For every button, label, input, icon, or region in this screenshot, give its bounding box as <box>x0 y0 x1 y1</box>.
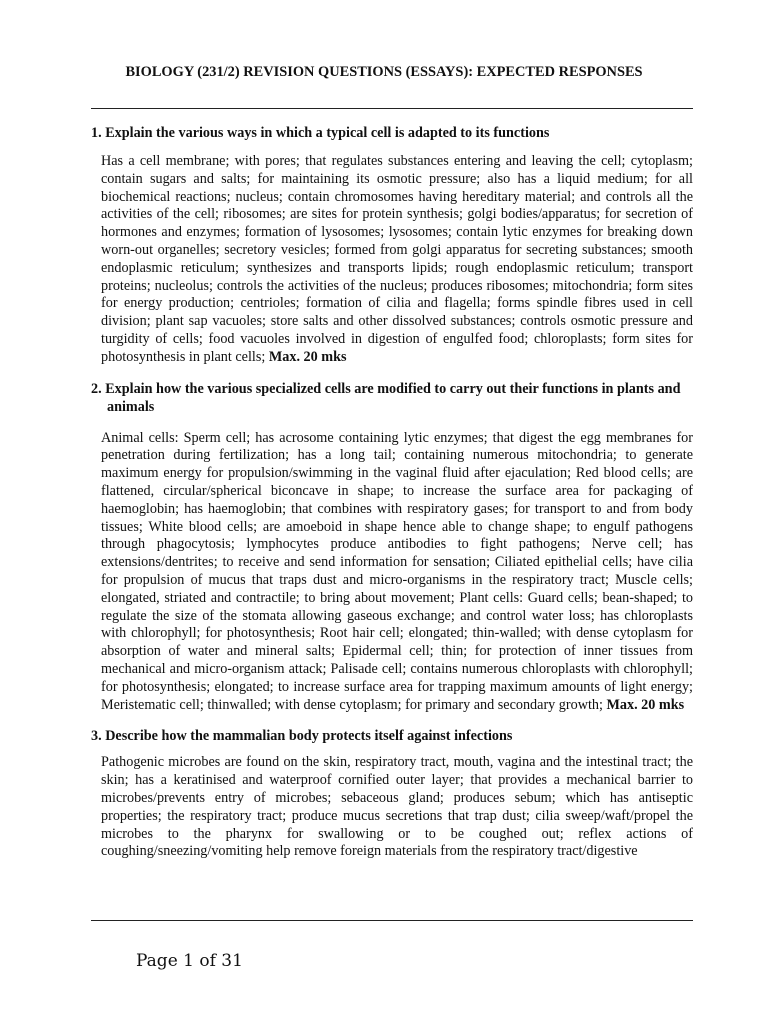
marks-label: Max. 20 mks <box>268 348 347 365</box>
answer-paragraph <box>101 430 693 715</box>
question-heading: 3. Describe how the mammalian body protects itself against infections <box>91 728 513 745</box>
answer-text: Animal cells: Sperm cell; has acrosome containing lytic enzymes; that digest the egg membranes for penetration during fertilization; has a long tail; containing numerous mitochondria; to generate maximum energy for propulsion/swimming in the vaginal fluid after ejaculation; Red blood cells; are flattened, circular/spherical biconcave in shape; to increase the surface area for packaging of haemoglobin; has haemoglobin; that combines with respiratory gases; for transport to and from body tissues; White blood cells; are amoeboid in shape hence able to change shape; to engulf pathogens through phagocytosis; lymphocytes produce antibodies to fight pathogens; Nerve cell; has extensions/dentrites; to receive and send information for sensation; Ciliated epithelial cells; have cilia for propulsion of mucus that traps dust and micro-organisms in the respiratory tract; Muscle cells; elongated, striated and contractile; to bring about movement; Plant cells: Guard cells; bean-shaped; to regulate the size of the stomata allowing gaseous exchange; and control water loss; has chloroplasts with chlorophyll; for photosynthesis; Root hair cell; elongated; thin-walled; with dense cytoplasm for absorption of water and mineral salts; Epidermal cell; thin; for protection of inner tissues from mechanical and micro-organism attack; Palisade cell; contains numerous chloroplasts with chlorophyll; for photosynthesis; elongated; to increase surface area for trapping maximum amounts of light energy; Meristematic cell; thinwalled; with dense cytoplasm; for primary and secondary growth; <box>101 429 693 713</box>
question-heading: 1. Explain the various ways in which a typical cell is adapted to its functions <box>91 125 550 141</box>
question-section-1 <box>91 124 693 367</box>
answer-text: Pathogenic microbes are found on the skin, respiratory tract, mouth, vagina and the intestinal tract; the skin; has a keratinised and waterproof cornified outer layer; that provides a mechanical barrier to microbes/prevents entry of microbes; sebaceous gland; produces sebum; which has antiseptic properties; the respiratory tract; produce mucus secretions that trap dust; cilia sweep/waft/propel the microbes to the pharynx for swallowing or to be coughed out; reflex actions of coughing/sneezing/vomiting help remove foreign materials from the respiratory tract/digestive <box>101 754 693 860</box>
document-title: BIOLOGY (231/2) REVISION QUESTIONS (ESSAYS): EXPECTED RESPONSES <box>125 64 643 80</box>
answer-paragraph <box>101 153 693 367</box>
answer-paragraph <box>101 754 693 861</box>
marks-label: Max. 20 mks <box>606 696 685 713</box>
question-heading: 2. Explain how the various specialized cells are modified to carry out their functions in plants and animals <box>91 380 681 415</box>
page-number: Page 1 of 31 <box>136 951 243 971</box>
document-body <box>91 124 693 918</box>
question-section-2 <box>91 380 693 715</box>
question-section-3 <box>91 727 693 861</box>
header-rule <box>91 108 693 109</box>
footer-rule <box>91 920 693 921</box>
answer-text: Has a cell membrane; with pores; that regulates substances entering and leaving the cell; cytoplasm; contain sugars and salts; for maintaining its osmotic pressure; also has a liquid medium; for all biochemical reactions; nucleus; contain chromosomes having hereditary material; and controls all the activities of the cell; ribosomes; are sites for protein synthesis; golgi bodies/apparatus; for secretion of hormones and enzymes; formation of lysosomes; lysosomes; contain lytic enzymes for breaking down worn-out organelles; secretory vesicles; formed from golgi apparatus for secreting substances; smooth endoplasmic reticulum; synthesizes and transports lipids; rough endoplasmic reticulum; transport proteins; nucleolus; controls the activities of the nucleus; produces ribosomes; mitochondria; form sites for energy production; centrioles; formation of cilia and flagella; forms spindle fibres used in cell division; plant sap vacuoles; store salts and other dissolved substances; controls osmotic pressure and turgidity of cells; food vacuoles involved in digestion of engulfed food; chloroplasts; form sites for photosynthesis in plant cells; <box>101 153 693 365</box>
